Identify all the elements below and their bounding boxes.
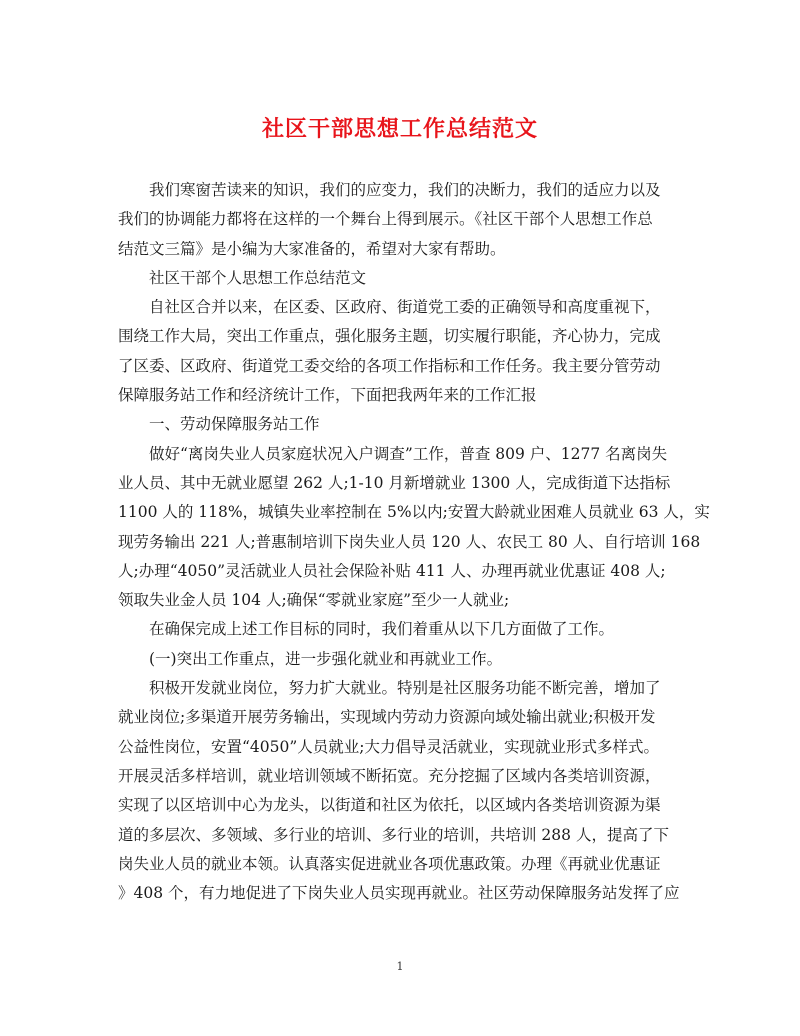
body-line: 1100 人的 118%，城镇失业率控制在 5%以内;安置大龄就业困难人员就业 63 人，实 [118, 503, 710, 522]
body-line: 我们寒窗苦读来的知识，我们的应变力，我们的决断力，我们的适应力以及 [149, 181, 661, 199]
body-line: 就业岗位;多渠道开展劳务输出，实现域内劳动力资源向域处输出就业;积极开发 [118, 708, 656, 727]
document-title: 社区干部思想工作总结范文 [261, 116, 538, 142]
section-heading: 社区干部个人思想工作总结范文 [149, 268, 367, 287]
body-line: 结范文三篇》是小编为大家准备的，希望对大家有帮助。 [118, 239, 506, 258]
body-line: 公益性岗位，安置“4050”人员就业;大力倡导灵活就业，实现就业形式多样式。 [118, 737, 660, 756]
document-body [118, 176, 710, 908]
body-line: 自社区合并以来，在区委、区政府、街道党工委的正确领导和高度重视下， [149, 298, 661, 317]
body-line: 实现了以区培训中心为龙头，以街道和社区为依托，以区域内各类培训资源为渠 [118, 796, 661, 815]
section-heading: 一、劳动保障服务站工作 [149, 415, 320, 434]
body-line: 》408 个，有力地促进了下岗失业人员实现再就业。社区劳动保障服务站发挥了应 [118, 884, 680, 903]
body-line: 在确保完成上述工作目标的同时，我们着重从以下几方面做了工作。 [149, 620, 615, 639]
body-line: 我们的协调能力都将在这样的一个舞台上得到展示。《社区干部个人思想工作总 [118, 210, 653, 229]
body-line: 积极开发就业岗位，努力扩大就业。特别是社区服务功能不断完善，增加了 [149, 679, 661, 698]
body-line: 做好“离岗失业人员家庭状况入户调查”工作，普查 809 户、1277 名离岗失 [149, 444, 668, 463]
body-line: 围绕工作大局，突出工作重点，强化服务主题，切实履行职能，齐心协力，完成 [118, 327, 661, 346]
page-number: 1 [396, 960, 404, 973]
body-line: 开展灵活多样培训，就业培训领域不断拓宽。充分挖掘了区域内各类培训资源， [118, 766, 661, 785]
body-line: 领取失业金人员 104 人;确保“零就业家庭”至少一人就业; [118, 591, 510, 610]
body-line: 道的多层次、多领域、多行业的培训、多行业的培训，共培训 288 人，提高了下 [118, 825, 669, 844]
body-line: 人;办理“4050”灵活就业人员社会保险补贴 411 人、办理再就业优惠证 408 人; [118, 561, 666, 580]
body-line: 岗失业人员的就业本领。认真落实促进就业各项优惠政策。办理《再就业优惠证 [118, 854, 661, 873]
body-line: 业人员、其中无就业愿望 262 人;1-10 月新增就业 1300 人，完成街道下达指标 [118, 473, 671, 492]
body-line: 现劳务输出 221 人;普惠制培训下岗失业人员 120 人、农民工 80 人、自行培训 168 [118, 532, 701, 551]
body-line: 了区委、区政府、街道党工委交给的各项工作指标和工作任务。我主要分管劳动 [118, 356, 661, 375]
section-heading: (一)突出工作重点，进一步强化就业和再就业工作。 [149, 649, 503, 668]
body-line: 保障服务站工作和经济统计工作，下面把我两年来的工作汇报 [118, 386, 537, 405]
